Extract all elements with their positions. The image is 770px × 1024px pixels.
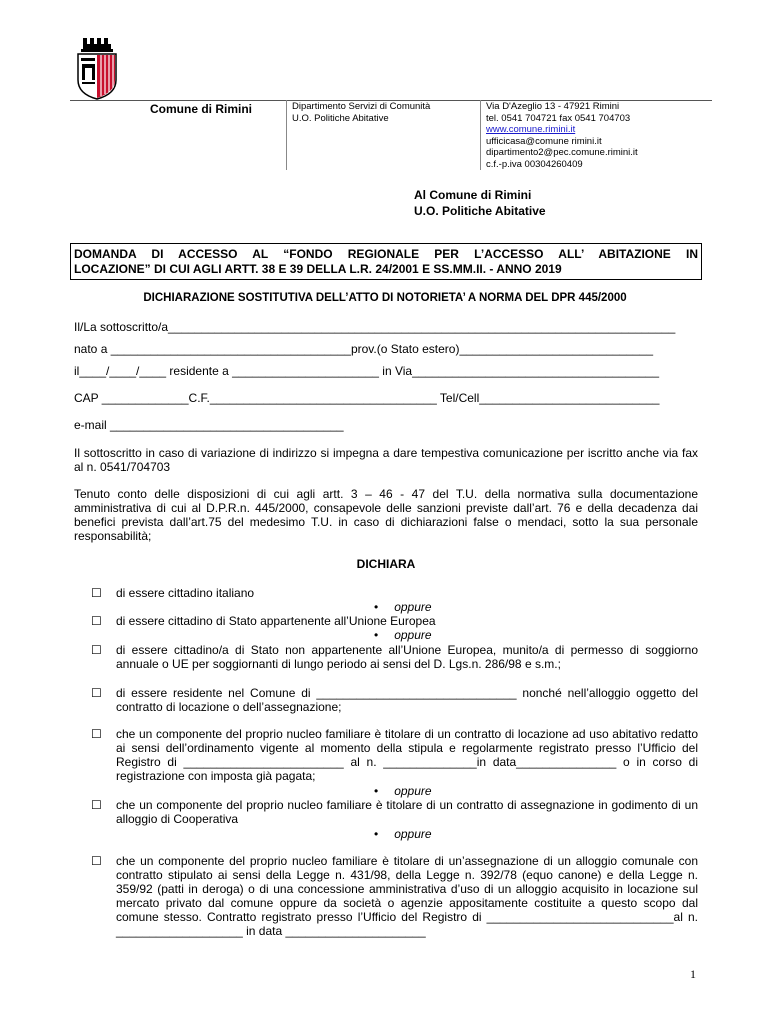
pec-address: dipartimento2@pec.comune.rimini.it — [486, 147, 638, 158]
application-title-line: DOMANDA DI ACCESSO AL “FONDO REGIONALE PER L’ACCESSO ALL’ ABITAZIONE IN — [74, 247, 698, 261]
email-address: ufficicasa@comune rimini.it — [486, 135, 602, 147]
checkbox-rental-contract[interactable]: ☐ — [91, 727, 102, 741]
birthdate-residence-field[interactable]: il____/____/____ residente a ______________________ in Via_____________________________________ — [74, 364, 660, 378]
option-rental-contract: che un componente del proprio nucleo familiare è titolare di un contratto di locazione ad uso abitativo redatto ai sensi dell’ordinamento vigente al momento della stipula e regolarmente registrato presso l’Ufficio del Registro di ________________________ al n. ______________in data_______________ o in corso di registrazione con imposta già pagata; — [116, 727, 698, 783]
header-divider — [480, 100, 481, 170]
option-non-eu-citizen: di essere cittadino/a di Stato non appartenente all’Unione Europea, munito/a di permesso di soggiorno annuale o UE per soggiornanti di lungo periodo ai sensi del D. Lgs.n. 286/98 e s.m.; — [116, 643, 698, 671]
street-address: Via D'Azeglio 13 - 47921 Rimini — [486, 101, 620, 112]
header-divider — [286, 100, 287, 170]
checkbox-municipal-assignment[interactable]: ☐ — [91, 854, 102, 868]
phone-fax: tel. 0541 704721 fax 0541 704703 — [486, 112, 631, 124]
recipient-line: Al Comune di Rimini — [414, 188, 532, 202]
address-block — [486, 101, 638, 170]
rimini-coat-of-arms-logo — [74, 34, 120, 100]
oppure-separator: • oppure — [374, 784, 432, 798]
recipient-line: U.O. Politiche Abitative — [414, 204, 546, 218]
option-municipal-assignment: che un componente del proprio nucleo familiare è titolare di un’assegnazione di un alloggio comunale con contratto stipulato ai sensi della Legge n. 431/98, della Legge n. 392/78 (equo canone) e della Legge n. 359/92 (patti in deroga) o di una concessione amministrativa d’uso di un alloggio acquisito in locazione sul mercato privato dal comune oppure da società o agenzie appositamente costituite a questo scopo dal comune stesso. Contratto registrato presso l’Ufficio del Registro di ____________________________al n. ___________________ in data _____________________ — [116, 854, 698, 938]
office-name: U.O. Politiche Abitative — [292, 112, 389, 124]
bullet-icon: • — [374, 628, 379, 642]
option-resident: di essere residente nel Comune di ______________________________ nonché nell’alloggio oggetto del contratto di locazione o dell’assegnazione; — [116, 686, 698, 714]
oppure-separator: • oppure — [374, 628, 432, 642]
application-title-box — [70, 243, 702, 280]
checkbox-italian-citizen[interactable]: ☐ — [91, 586, 102, 600]
dichiara-heading: DICHIARA — [356, 557, 416, 571]
birthplace-field[interactable]: nato a ____________________________________prov.(o Stato estero)_____________________________ — [74, 342, 653, 356]
org-name: Comune di Rimini — [150, 102, 252, 116]
cap-cf-phone-field[interactable]: CAP _____________C.F.__________________________________ Tel/Cell___________________________ — [74, 391, 660, 405]
option-cooperative: che un componente del proprio nucleo familiare è titolare di un contratto di assegnazione in godimento di un alloggio di Cooperativa — [116, 798, 698, 826]
oppure-separator: • oppure — [374, 827, 432, 841]
address-change-paragraph: Il sottoscritto in caso di variazione di indirizzo si impegna a dare tempestiva comunicazione per iscritto anche via fax al n. 0541/704703 — [74, 446, 698, 474]
bullet-icon: • — [374, 600, 379, 614]
bullet-icon: • — [374, 827, 379, 841]
checkbox-eu-citizen[interactable]: ☐ — [91, 614, 102, 628]
checkbox-resident[interactable]: ☐ — [91, 686, 102, 700]
checkbox-non-eu-citizen[interactable]: ☐ — [91, 643, 102, 657]
department-block — [292, 101, 430, 124]
legal-notice-paragraph: Tenuto conto delle disposizioni di cui agli artt. 3 – 46 - 47 del T.U. della normativa sulla documentazione amministrativa di cui al D.P.R.n. 445/2000, consapevole delle sanzioni previste dall’art. 76 e della decadenza dai benefici prevista dall’art.75 del medesimo T.U. in caso di dichiarazioni false o mendaci, sotto la sua personale responsabilità; — [74, 487, 698, 543]
email-field[interactable]: e-mail ___________________________________ — [74, 418, 344, 432]
checkbox-cooperative[interactable]: ☐ — [91, 798, 102, 812]
declaration-title: DICHIARAZIONE SOSTITUTIVA DELL’ATTO DI NOTORIETA’ A NORMA DEL DPR 445/2000 — [143, 292, 627, 304]
option-italian-citizen: di essere cittadino italiano — [116, 586, 255, 600]
page-number: 1 — [690, 967, 696, 981]
option-eu-citizen: di essere cittadino di Stato appartenente all’Unione Europea — [116, 614, 436, 628]
application-title-line: LOCAZIONE” DI CUI AGLI ARTT. 38 E 39 DELLA L.R. 24/2001 E SS.MM.II. - ANNO 2019 — [74, 262, 562, 276]
bullet-icon: • — [374, 784, 379, 798]
oppure-separator: • oppure — [374, 600, 432, 614]
website-link[interactable]: www.comune.rimini.it — [486, 124, 576, 135]
department-name: Dipartimento Servizi di Comunità — [292, 101, 431, 112]
recipient-block — [414, 187, 546, 219]
undersigned-field[interactable]: Il/La sottoscritto/a____________________________________________________________________________ — [74, 320, 676, 334]
fiscal-code: c.f.-p.iva 00304260409 — [486, 158, 583, 170]
